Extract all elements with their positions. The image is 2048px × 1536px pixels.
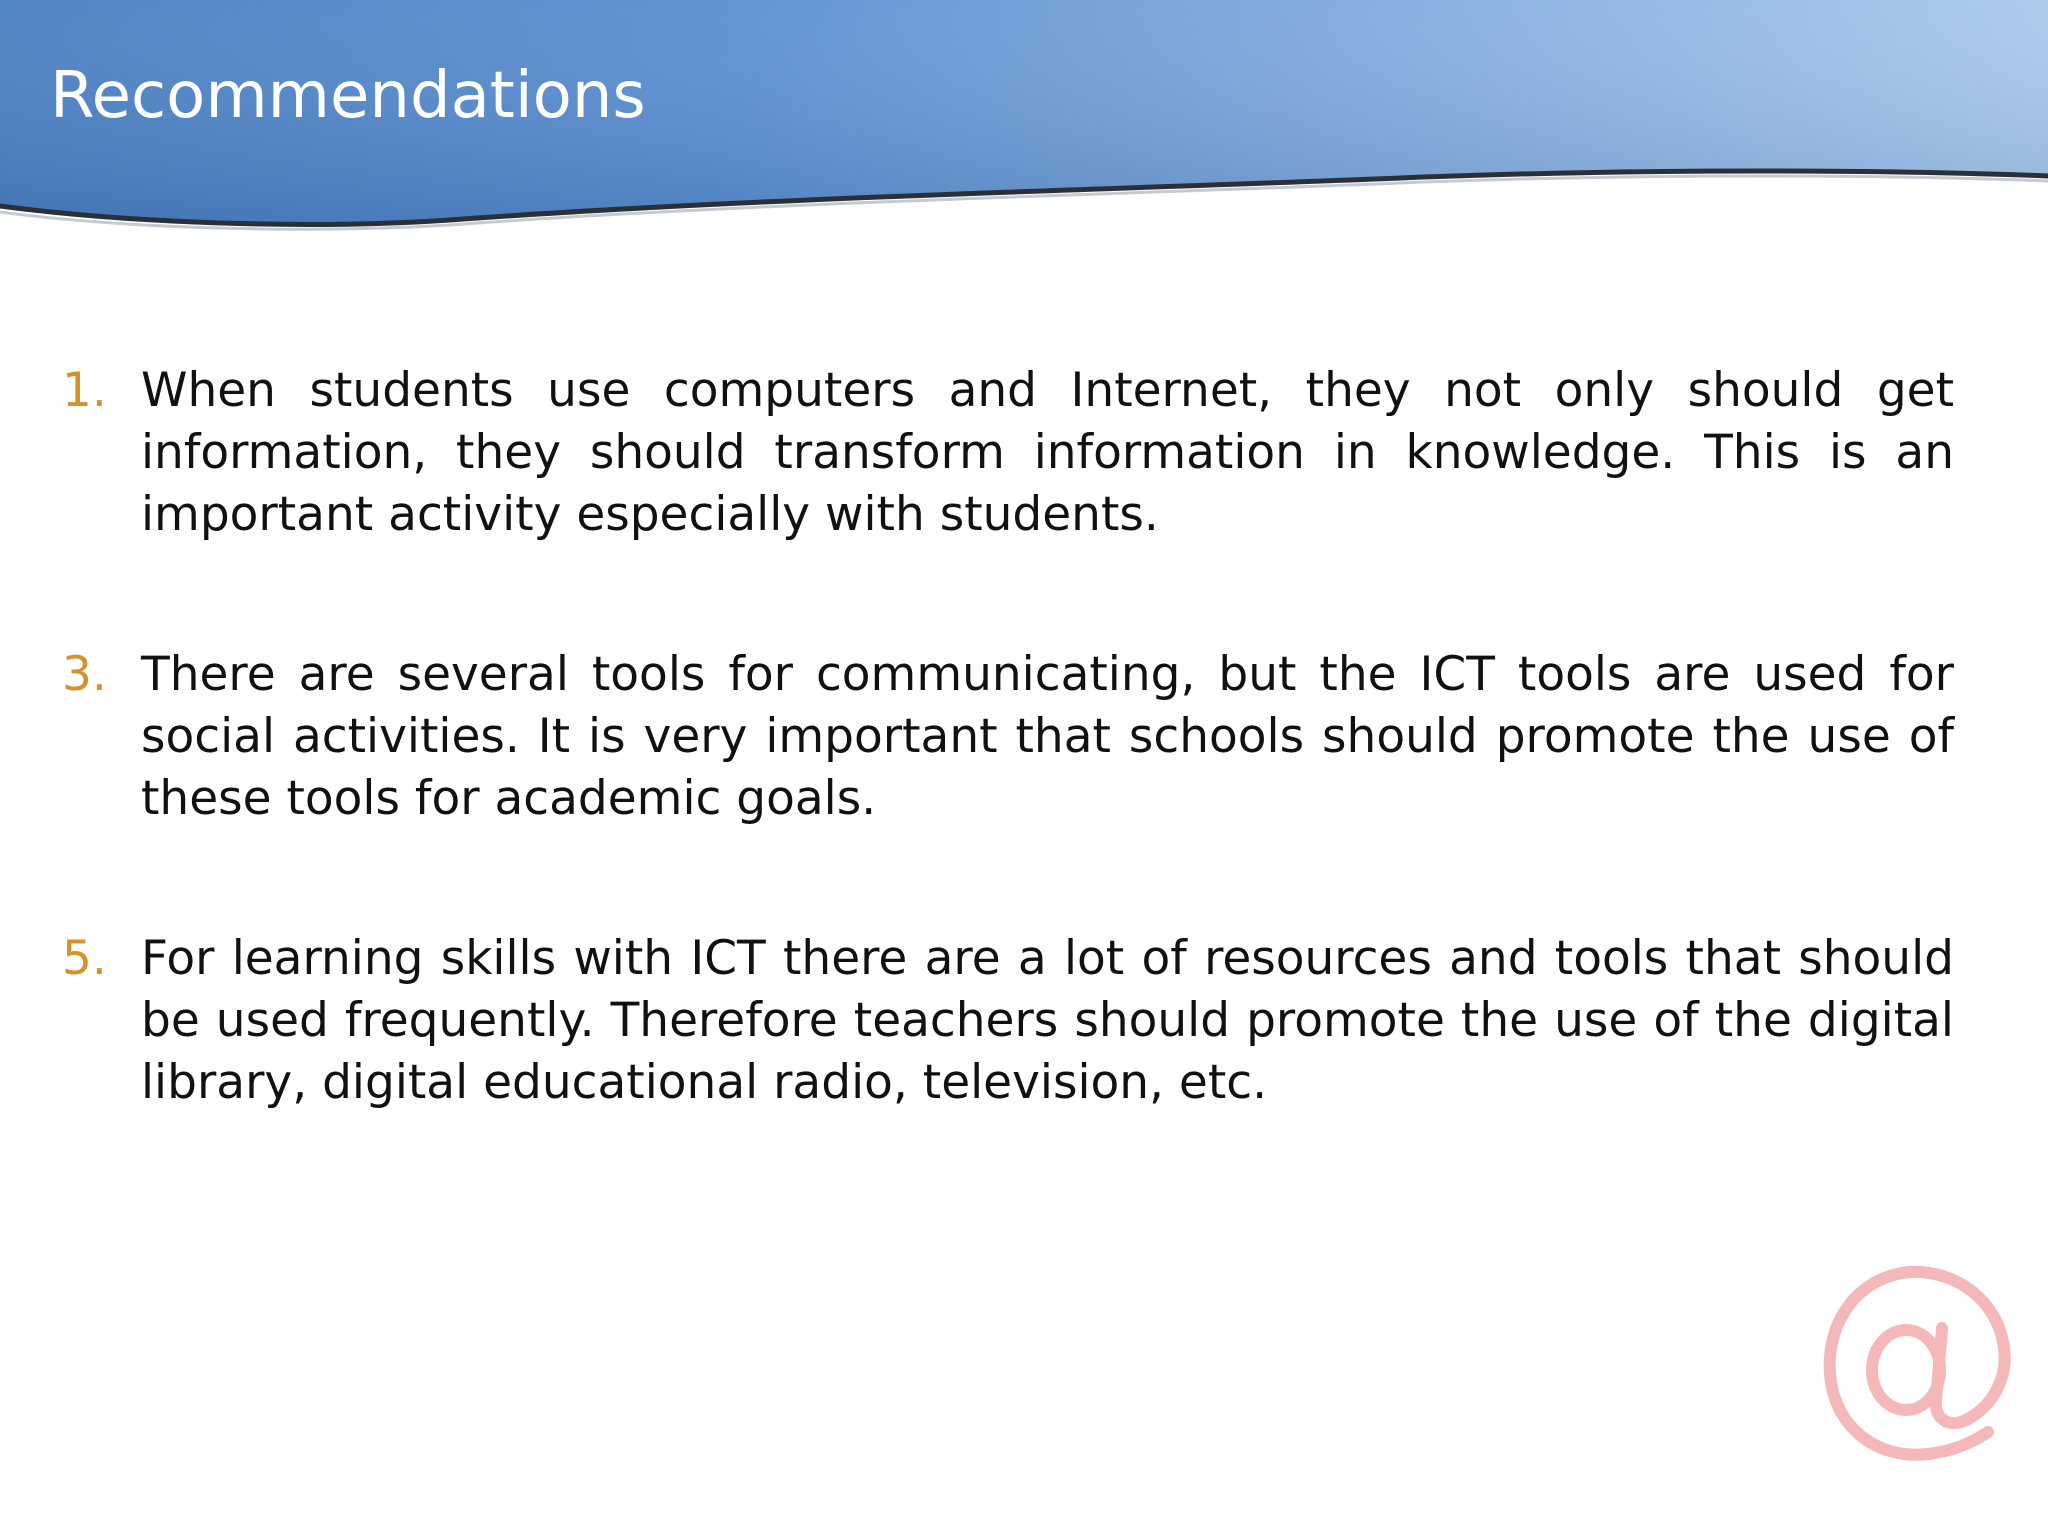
item-text: There are several tools for communicating, but the ICT tools are used for social activities. It is very important that schools should promote the use of these tools for academic goals.	[141, 647, 1954, 826]
at-sign-icon	[1818, 1258, 2018, 1468]
item-text: For learning skills with ICT there are a lot of resources and tools that should be used frequently. Therefore teachers should promote the use of the digital library, digital educational radio, television, etc.	[141, 931, 1954, 1110]
recommendation-item	[62, 644, 1954, 830]
recommendation-item	[62, 360, 1954, 546]
recommendation-item	[62, 928, 1954, 1114]
item-number: 1.	[62, 363, 107, 418]
item-text: When students use computers and Internet, they not only should get information, they should transform information in knowledge. This is an important activity especially with students.	[141, 363, 1954, 542]
slide-title: Recommendations	[50, 59, 646, 133]
item-number: 3.	[62, 647, 107, 702]
item-number: 5.	[62, 931, 107, 986]
